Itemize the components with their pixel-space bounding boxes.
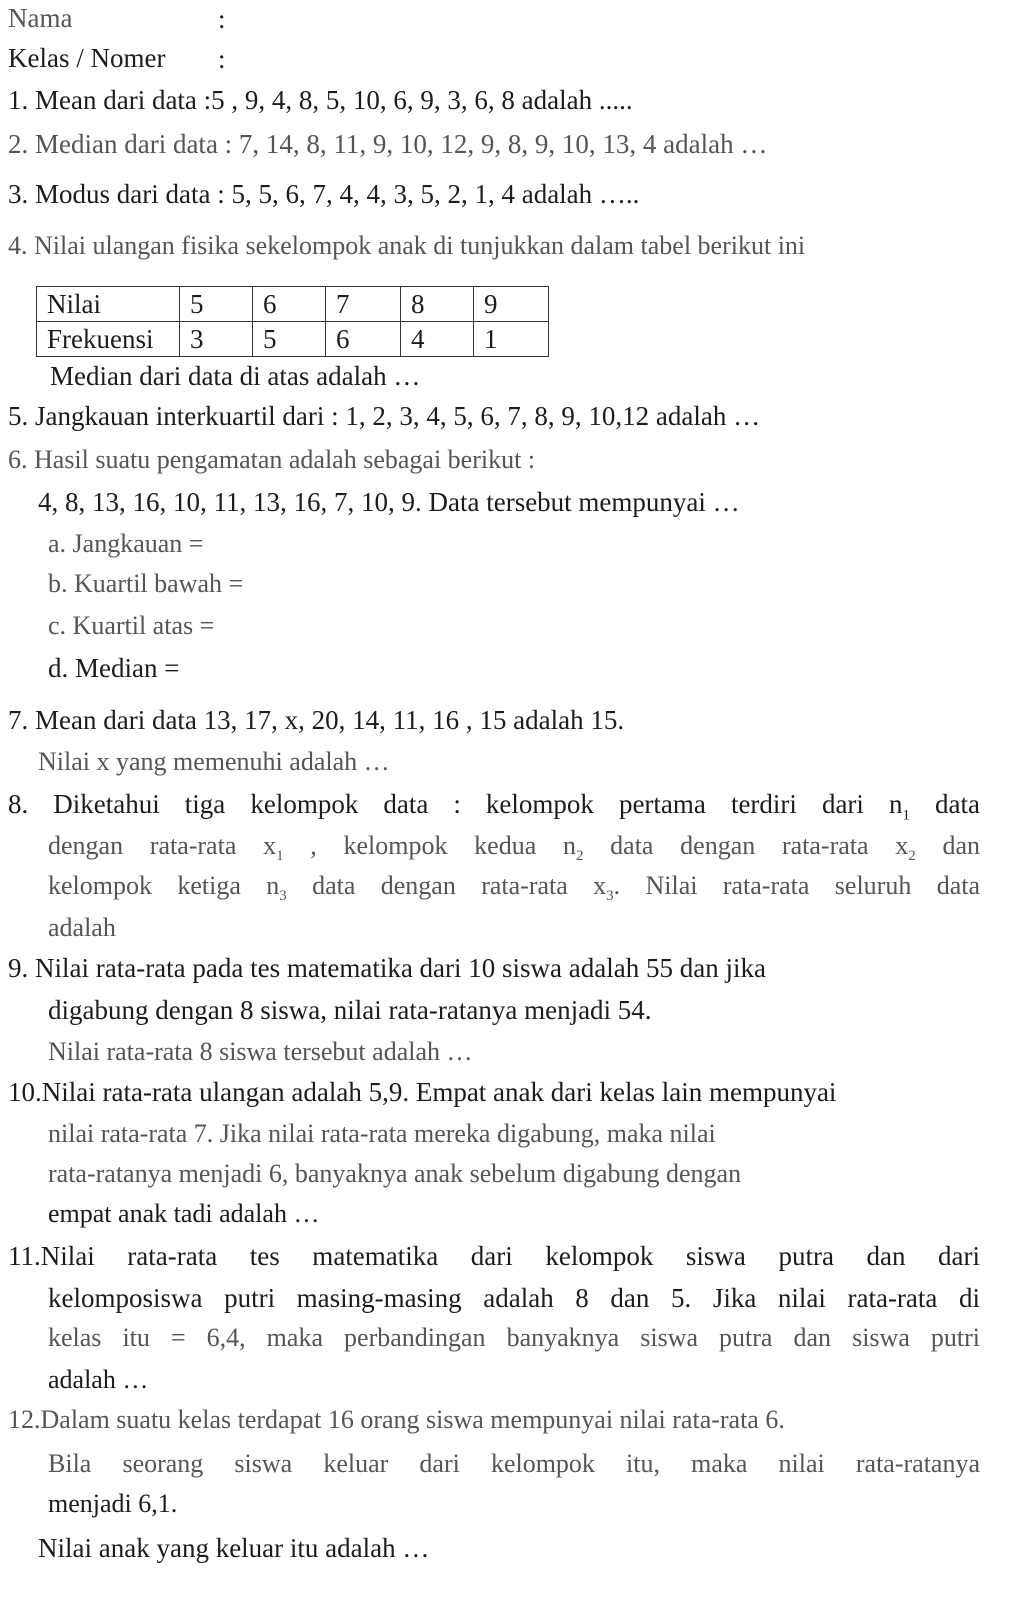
frequency-table [36,286,549,357]
question-10-line-3: rata-ratanya menjadi 6, banyaknya anak sebelum digabung dengan [48,1159,742,1188]
table-cell: 9 [474,287,549,322]
question-10-line-4: empat anak tadi adalah … [48,1199,320,1228]
question-4-prompt: Median dari data di atas adalah … [50,361,421,391]
question-12-line-3: menjadi 6,1. [48,1489,178,1518]
table-cell: 3 [180,322,253,357]
class-colon: : [218,44,226,74]
question-7: 7. Mean dari data 13, 17, x, 20, 14, 11, 16 , 15 adalah 15. [8,705,625,735]
question-9-line-2: digabung dengan 8 siswa, nilai rata-ratanya menjadi 54. [48,995,652,1025]
table-cell: 8 [401,287,474,322]
question-7-prompt: Nilai x yang memenuhi adalah … [38,747,390,776]
question-11-line-4: adalah … [48,1365,149,1394]
table-cell: 1 [474,322,549,357]
question-10-line-1: 10.Nilai rata-rata ulangan adalah 5,9. Empat anak dari kelas lain mempunyai [8,1077,837,1107]
table-cell: 5 [253,322,326,357]
table-row-label: Frekuensi [37,322,180,357]
question-8-line-2: dengan rata-rata $x_1$ , kelompok kedua $n_2$ data dengan rata-rata $x_2$ dan [48,831,980,865]
question-6-b: b. Kuartil bawah = [48,569,244,598]
table-cell: 4 [401,322,474,357]
question-3: 3. Modus dari data : 5, 5, 6, 7, 4, 4, 3, 5, 2, 1, 4 adalah ….. [8,179,640,209]
question-10-line-2: nilai rata-rata 7. Jika nilai rata-rata mereka digabung, maka nilai [48,1119,716,1148]
question-1: 1. Mean dari data :5 , 9, 4, 8, 5, 10, 6, 9, 3, 6, 8 adalah ..... [8,85,633,115]
name-label: Nama [8,3,73,33]
question-6-data: 4, 8, 13, 16, 10, 11, 13, 16, 7, 10, 9. Data tersebut mempunyai … [38,487,740,517]
table-row [37,287,549,322]
question-12-line-1: 12.Dalam suatu kelas terdapat 16 orang siswa mempunyai nilai rata-rata 6. [8,1405,785,1434]
question-9-line-3: Nilai rata-rata 8 siswa tersebut adalah … [48,1037,473,1066]
question-11-line-1: 11.Nilai rata-rata tes matematika dari kelompok siswa putra dan dari [8,1241,980,1271]
name-colon: : [218,4,226,34]
question-4: 4. Nilai ulangan fisika sekelompok anak di tunjukkan dalam tabel berikut ini [8,231,806,260]
question-11-line-3: kelas itu = 6,4, maka perbandingan banyaknya siswa putra dan siswa putri [48,1323,980,1352]
question-2: 2. Median dari data : 7, 14, 8, 11, 9, 10, 12, 9, 8, 9, 10, 13, 4 adalah … [8,129,768,159]
table-cell: 6 [253,287,326,322]
question-6: 6. Hasil suatu pengamatan adalah sebagai berikut : [8,445,536,474]
table-cell: 5 [180,287,253,322]
table-row [37,322,549,357]
table-row-label: Nilai [37,287,180,322]
question-9-line-1: 9. Nilai rata-rata pada tes matematika dari 10 siswa adalah 55 dan jika [8,953,766,983]
question-6-c: c. Kuartil atas = [48,611,215,640]
table-cell: 7 [326,287,401,322]
table-cell: 6 [326,322,401,357]
question-5: 5. Jangkauan interkuartil dari : 1, 2, 3, 4, 5, 6, 7, 8, 9, 10,12 adalah … [8,401,761,431]
question-8-line-1: 8. Diketahui tiga kelompok data : kelompok pertama terdiri dari $n_1$ data [8,789,980,824]
question-11-line-2: kelomposiswa putri masing-masing adalah 8 dan 5. Jika nilai rata-rata di [48,1283,980,1313]
class-label: Kelas / Nomer [8,43,166,73]
question-8-line-4: adalah [48,913,116,942]
question-6-a: a. Jangkauan = [48,529,204,558]
question-12-line-2: Bila seorang siswa keluar dari kelompok itu, maka nilai rata-ratanya [48,1449,980,1478]
question-8-line-3: kelompok ketiga $n_3$ data dengan rata-rata $x_3$. Nilai rata-rata seluruh data [48,871,980,905]
question-6-d: d. Median = [48,653,180,683]
question-12-line-4: Nilai anak yang keluar itu adalah … [38,1533,430,1563]
